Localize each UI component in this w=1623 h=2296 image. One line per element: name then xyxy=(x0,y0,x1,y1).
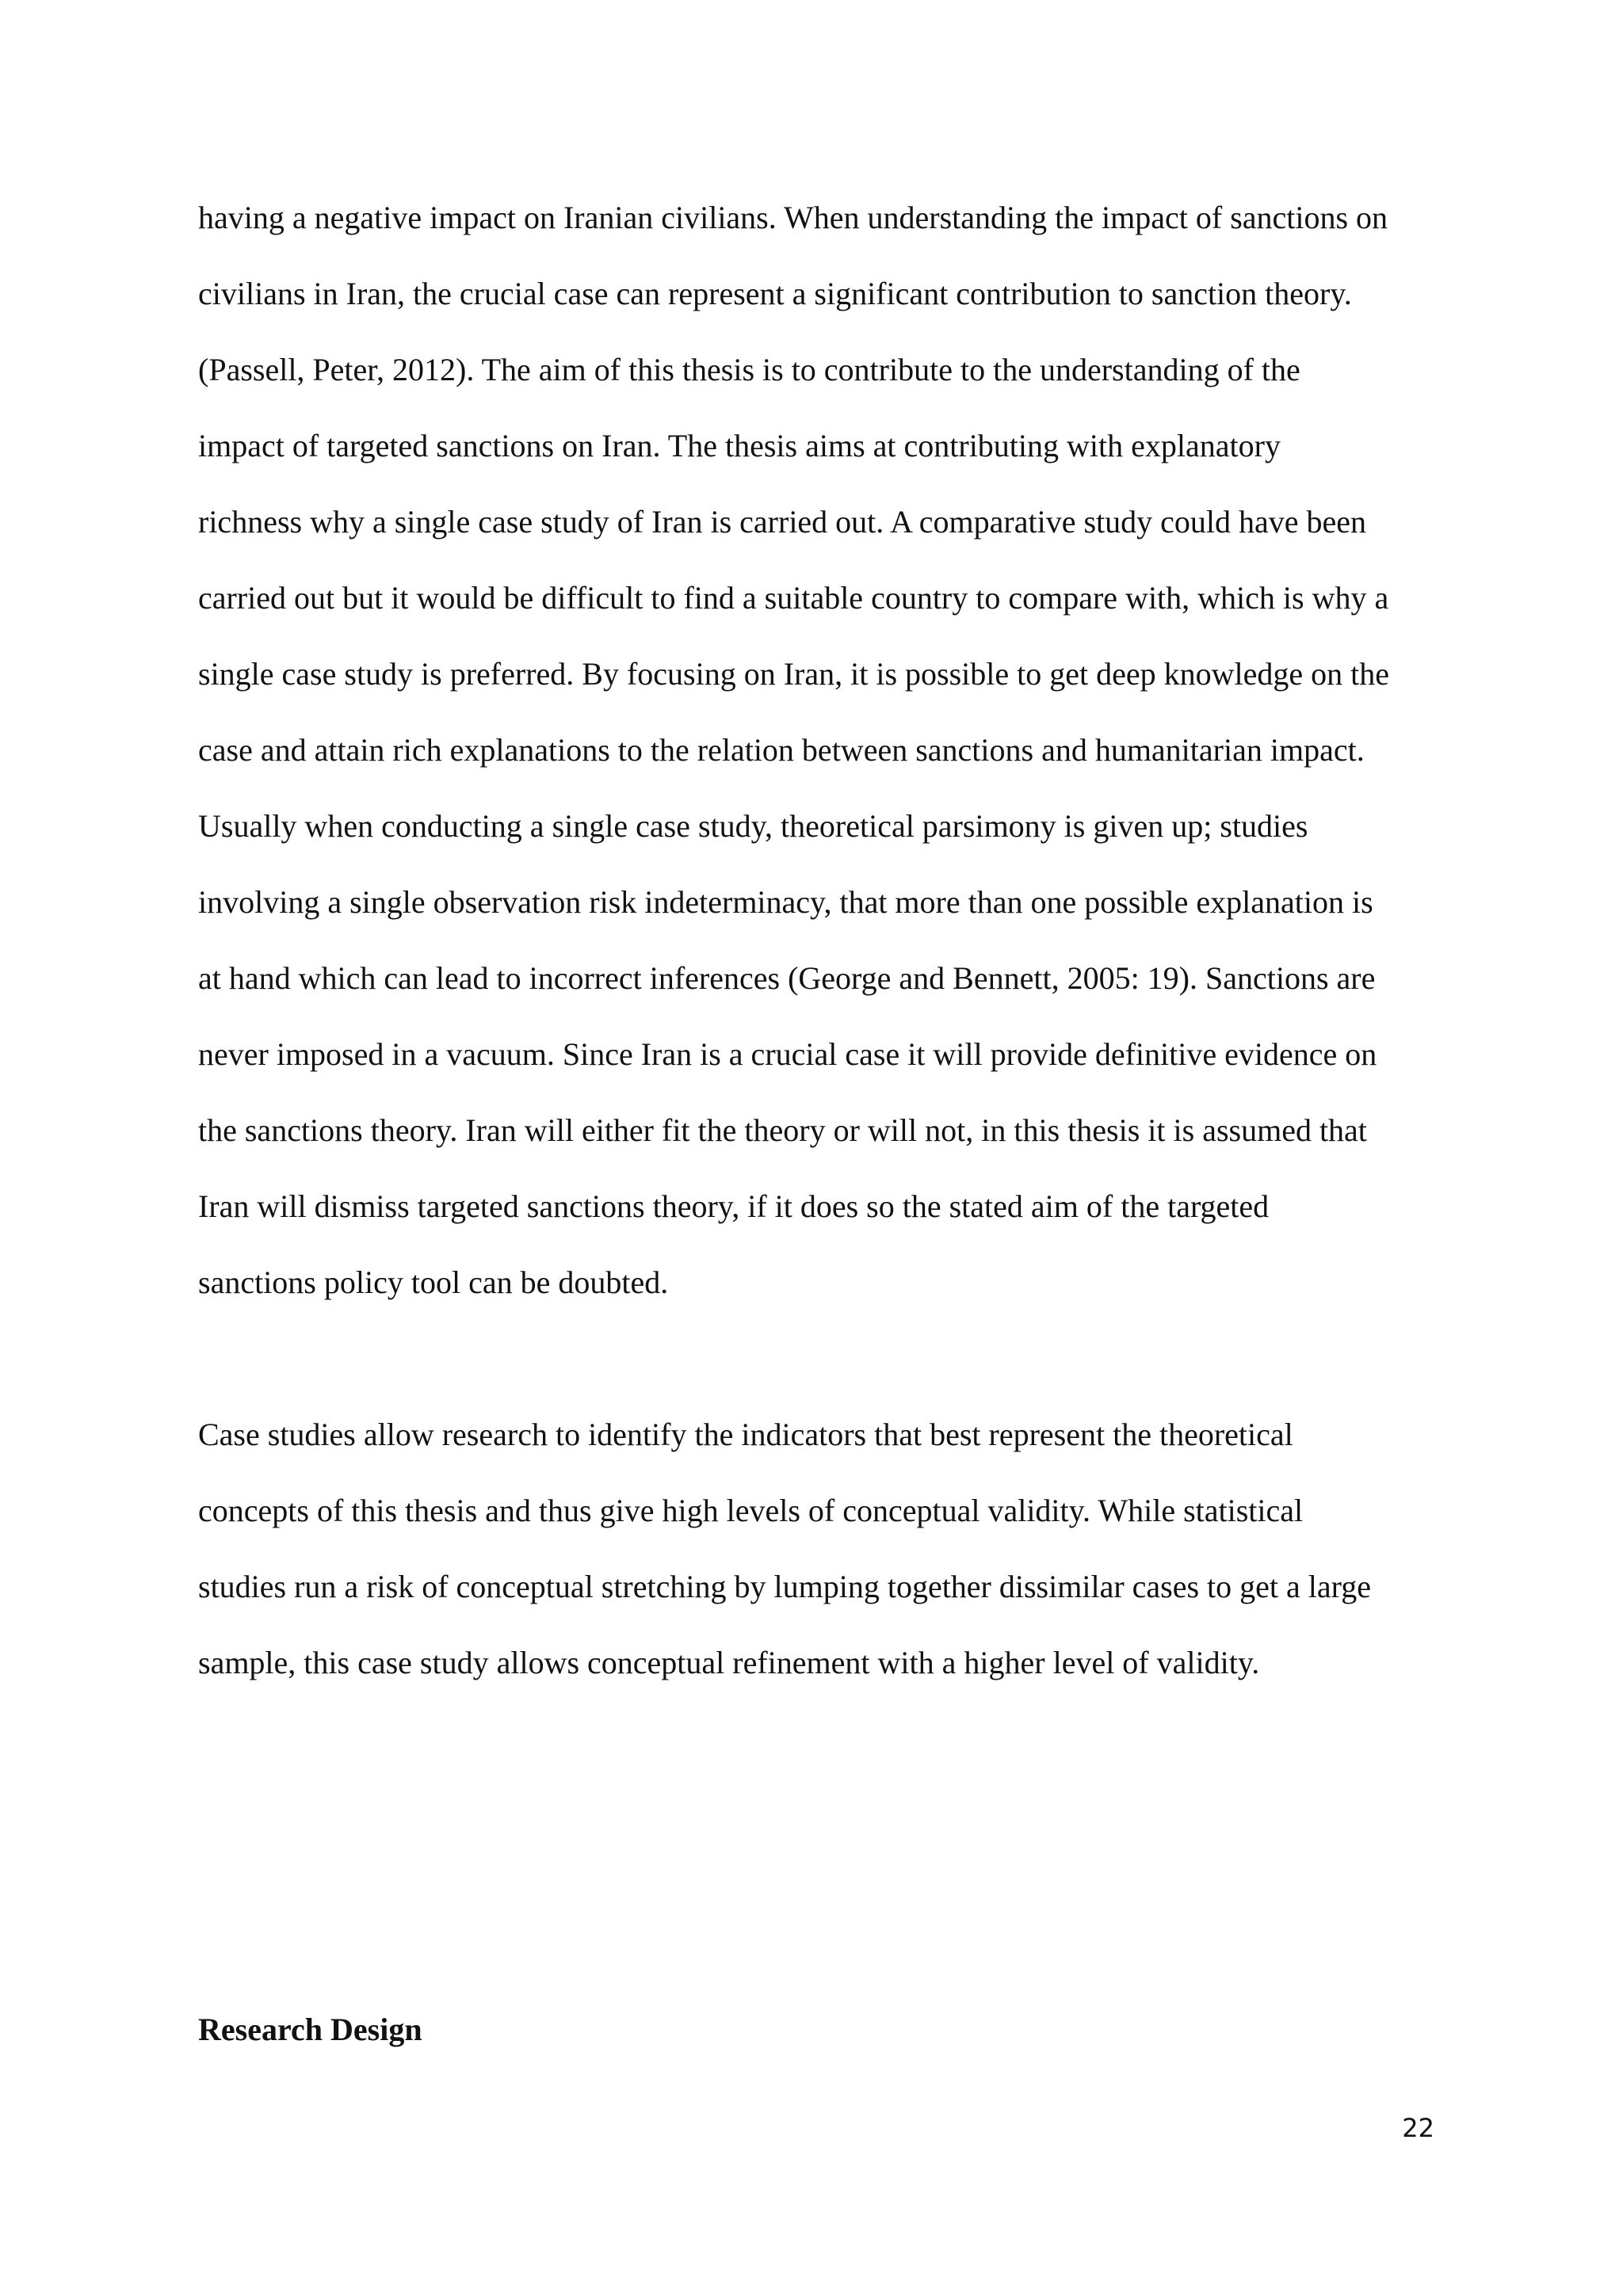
paragraph-2-line-2: concepts of this thesis and thus give high levels of conceptual validity. While statistical xyxy=(198,1493,1304,1528)
paragraph-1-line-3: (Passell, Peter, 2012). The aim of this thesis is to contribute to the understanding of the xyxy=(198,352,1300,387)
paragraph-1-line-4: impact of targeted sanctions on Iran. The thesis aims at contributing with explanatory xyxy=(198,428,1281,463)
paragraph-1-line-11: at hand which can lead to incorrect inferences (George and Bennett, 2005: 19). Sanctions are xyxy=(198,960,1376,996)
paragraph-1-line-9: Usually when conducting a single case study, theoretical parsimony is given up; studies xyxy=(198,808,1308,844)
paragraph-1-line-15: sanctions policy tool can be doubted. xyxy=(198,1264,669,1300)
paragraph-2-line-1: Case studies allow research to identify the indicators that best represent the theoretical xyxy=(198,1417,1293,1452)
paragraph-2-line-3: studies run a risk of conceptual stretching by lumping together dissimilar cases to get a large xyxy=(198,1569,1371,1604)
paragraph-1-line-2: civilians in Iran, the crucial case can represent a significant contribution to sanction theory. xyxy=(198,276,1352,311)
paragraph-1-line-14: Iran will dismiss targeted sanctions theory, if it does so the stated aim of the targeted xyxy=(198,1188,1270,1224)
page-number: 22 xyxy=(1402,2113,1434,2143)
paragraph-1-line-7: single case study is preferred. By focusing on Iran, it is possible to get deep knowledge on the xyxy=(198,656,1389,692)
paragraph-1-line-8: case and attain rich explanations to the relation between sanctions and humanitarian impact. xyxy=(198,732,1365,768)
paragraph-1-line-5: richness why a single case study of Iran is carried out. A comparative study could have been xyxy=(198,504,1367,540)
paragraph-1-line-10: involving a single observation risk indeterminacy, that more than one possible explanation is xyxy=(198,884,1373,920)
paragraph-2-line-4: sample, this case study allows conceptual refinement with a higher level of validity. xyxy=(198,1645,1260,1680)
paragraph-1-line-13: the sanctions theory. Iran will either fit the theory or will not, in this thesis it is assumed that xyxy=(198,1112,1367,1148)
section-heading: Research Design xyxy=(198,2012,422,2047)
paragraph-1-line-6: carried out but it would be difficult to find a suitable country to compare with, which is why a xyxy=(198,580,1389,616)
paragraph-1-line-1: having a negative impact on Iranian civilians. When understanding the impact of sanctions on xyxy=(198,200,1388,235)
paragraph-1-line-12: never imposed in a vacuum. Since Iran is a crucial case it will provide definitive evidence on xyxy=(198,1036,1377,1072)
